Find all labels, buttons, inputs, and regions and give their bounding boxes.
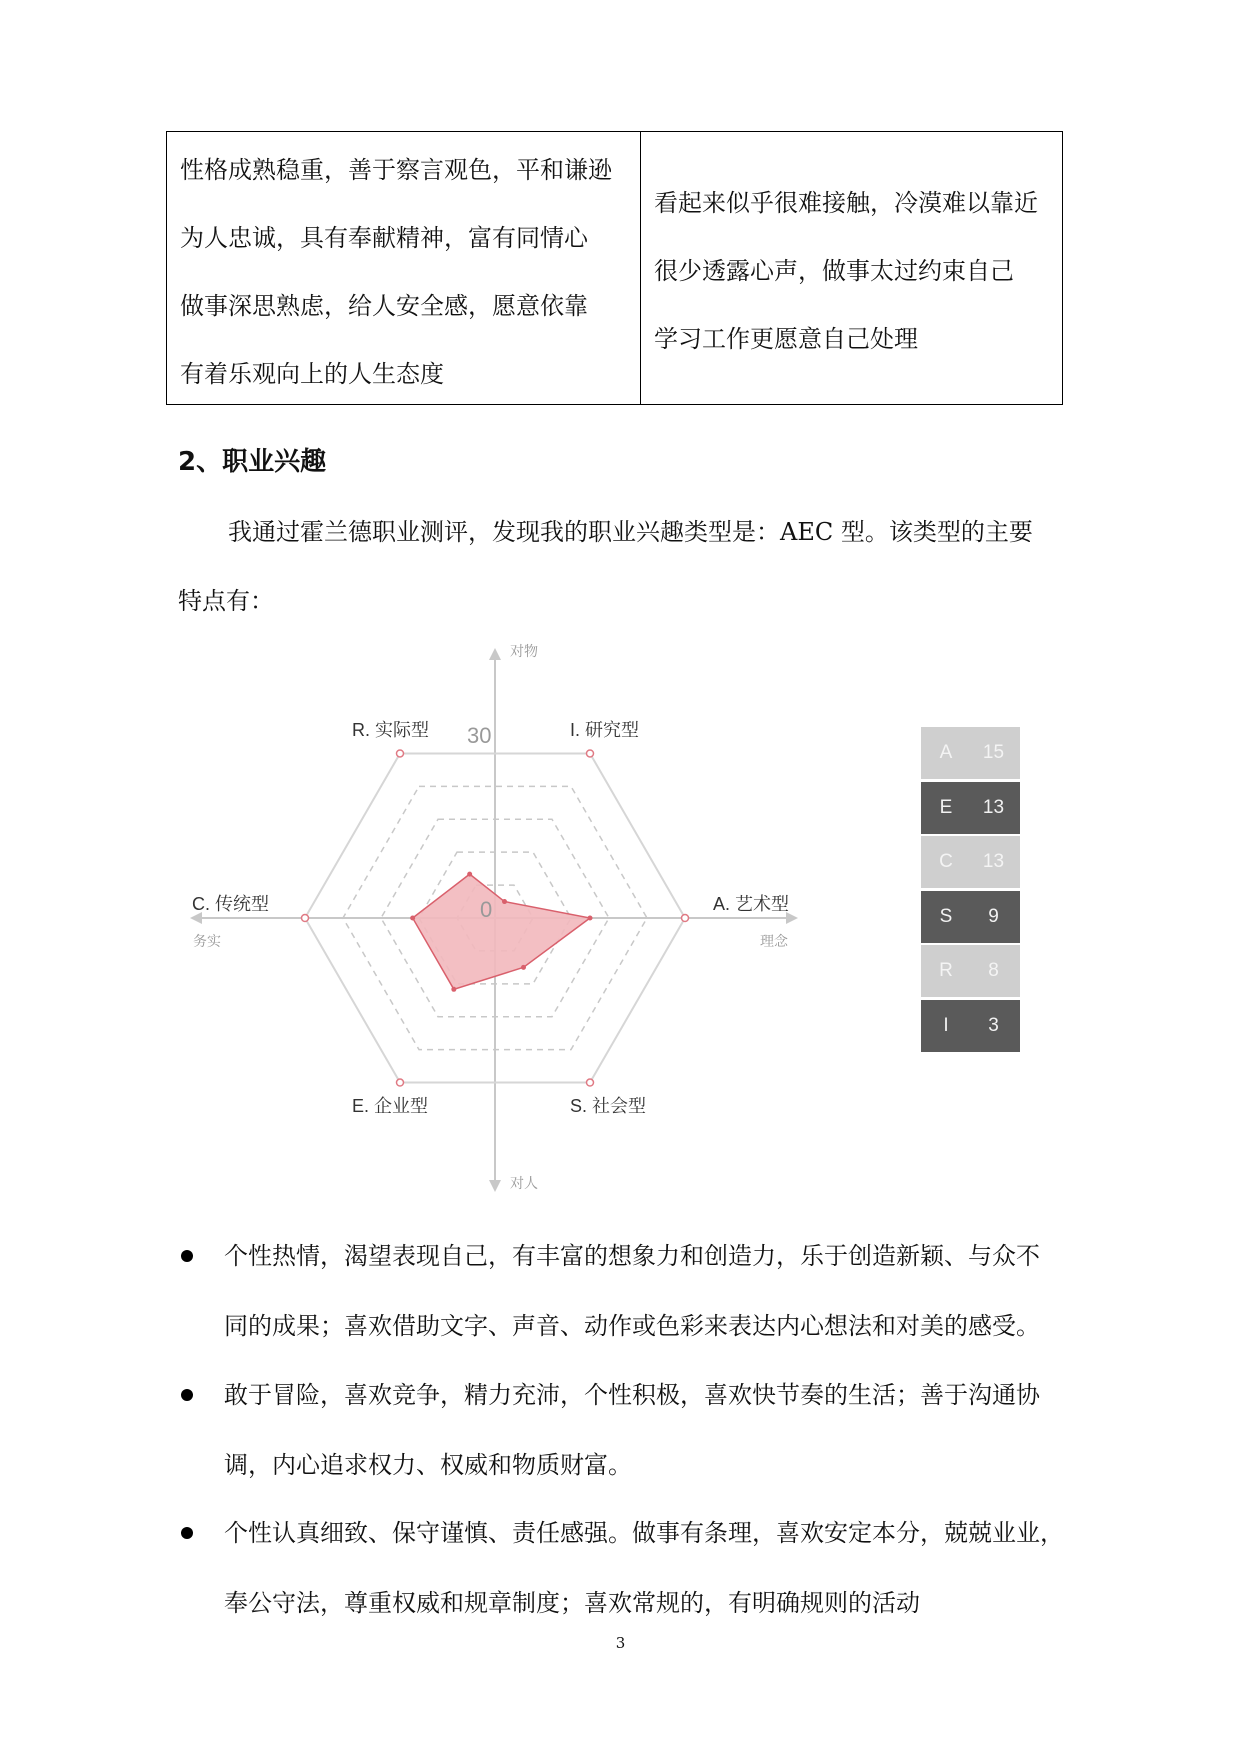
data-point-3	[588, 916, 593, 921]
bullet-2-line-2: 调，内心追求权力、权威和物质财富。	[224, 1451, 632, 1479]
vertex-dot-5	[397, 1079, 404, 1086]
score-letter: A	[939, 742, 953, 763]
scale-center-label: 0	[480, 897, 493, 922]
data-point-5	[451, 987, 456, 992]
vertex-dot-2	[587, 750, 594, 757]
data-polygon	[413, 874, 590, 989]
score-value: 9	[988, 905, 999, 927]
score-row-r	[921, 945, 1020, 997]
score-letter: S	[939, 905, 953, 927]
category-label-a: A. 艺术型	[713, 894, 790, 914]
data-point-4	[521, 965, 526, 970]
score-letter: I	[943, 1014, 949, 1036]
vertex-dot-1	[397, 750, 404, 757]
holland-radar-chart	[180, 640, 820, 1200]
bullet-3-line-1: 个性认真细致、保守谨慎、责任感强。做事有条理，喜欢安定本分，兢兢业业，	[224, 1519, 1064, 1547]
vertex-dot-3	[682, 915, 689, 922]
category-label-r: R. 实际型	[352, 720, 430, 740]
bullet-dot	[181, 1527, 193, 1539]
score-row-e	[921, 782, 1020, 834]
page-number: 3	[615, 1634, 626, 1652]
weakness-line: 很少透露心声，做事太过约束自己	[654, 257, 1014, 285]
axis-label-bottom: 对人	[510, 1175, 538, 1191]
category-label-i: I. 研究型	[570, 720, 640, 740]
weaknesses-cell	[641, 132, 1062, 404]
strength-line: 性格成熟稳重，善于察言观色，平和谦逊	[180, 156, 612, 184]
scale-max-label: 30	[467, 723, 492, 748]
category-label-e: E. 企业型	[352, 1096, 429, 1116]
score-value: 15	[982, 742, 1005, 763]
score-value: 3	[988, 1014, 999, 1036]
bullet-dot	[181, 1250, 193, 1262]
strength-line: 有着乐观向上的人生态度	[180, 360, 444, 388]
data-point-2	[502, 899, 507, 904]
bullet-3-line-2: 奉公守法，尊重权威和规章制度；喜欢常规的，有明确规则的活动	[224, 1589, 920, 1617]
bullet-2-line-1: 敢于冒险，喜欢竞争，精力充沛，个性积极，喜欢快节奏的生活；善于沟通协	[224, 1381, 1040, 1409]
weakness-line: 看起来似乎很难接触，冷漠难以靠近	[654, 189, 1038, 217]
strength-line: 做事深思熟虑，给人安全感，愿意依靠	[180, 292, 588, 320]
axis-label-top: 对物	[510, 643, 538, 659]
axis-label-right: 理念	[760, 933, 788, 949]
weakness-line: 学习工作更愿意自己处理	[654, 325, 918, 353]
vertex-dot-6	[302, 915, 309, 922]
score-row-a	[921, 727, 1020, 779]
intro-paragraph-line-2: 特点有：	[178, 587, 274, 615]
intro-paragraph-line-1: 我通过霍兰德职业测评，发现我的职业兴趣类型是：AEC 型。该类型的主要	[228, 518, 1033, 546]
score-value: 8	[988, 960, 999, 982]
score-row-i	[921, 1000, 1020, 1052]
arrow-up-icon	[489, 648, 501, 660]
axis-label-left: 务实	[193, 933, 221, 949]
score-value: 13	[982, 796, 1005, 818]
category-label-s: S. 社会型	[570, 1096, 647, 1116]
vertex-dot-4	[587, 1079, 594, 1086]
score-legend	[921, 727, 1020, 1055]
score-value: 13	[982, 851, 1005, 873]
bullet-1-line-1: 个性热情，渴望表现自己，有丰富的想象力和创造力，乐于创造新颖、与众不	[224, 1242, 1040, 1270]
score-row-s	[921, 891, 1020, 943]
section-heading: 2、职业兴趣	[178, 447, 327, 477]
personality-table	[166, 131, 1063, 405]
data-point-1	[467, 872, 472, 877]
score-letter: R	[939, 960, 953, 982]
category-label-c: C. 传统型	[192, 894, 270, 914]
score-letter: C	[939, 851, 953, 873]
arrow-down-icon	[489, 1180, 501, 1192]
bullet-1-line-2: 同的成果；喜欢借助文字、声音、动作或色彩来表达内心想法和对美的感受。	[224, 1312, 1040, 1340]
data-point-6	[410, 916, 415, 921]
strengths-cell	[167, 132, 641, 404]
score-row-c	[921, 836, 1020, 888]
bullet-dot	[181, 1389, 193, 1401]
score-letter: E	[939, 796, 953, 818]
strength-line: 为人忠诚，具有奉献精神，富有同情心	[180, 224, 588, 252]
